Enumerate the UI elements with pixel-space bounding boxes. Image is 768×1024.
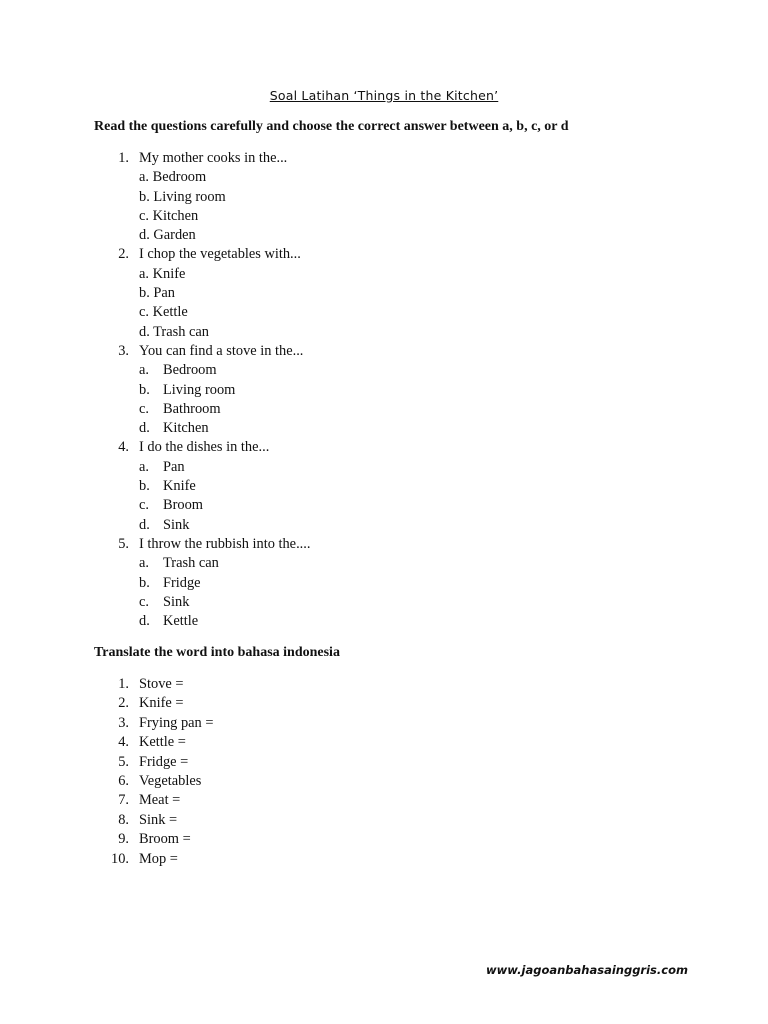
answer-option-letter: b.	[139, 478, 150, 495]
translate-item	[0, 772, 768, 791]
answer-option-label	[139, 207, 198, 226]
answer-option-letter: c.	[139, 304, 149, 321]
answer-option-letter: b.	[139, 188, 150, 205]
question-text: I chop the vegetables with...	[139, 246, 301, 263]
answer-option	[0, 554, 768, 573]
answer-option-text: Bedroom	[152, 169, 207, 186]
answer-option-label	[139, 284, 175, 303]
translate-item-number: 9.	[118, 831, 129, 848]
answer-option-letter: b.	[139, 381, 150, 398]
answer-option-text: Trash can	[153, 323, 209, 340]
translate-item-number: 3.	[118, 714, 129, 731]
answer-option-text: Fridge	[163, 574, 201, 591]
answer-option	[0, 593, 768, 612]
translate-item	[0, 753, 768, 772]
page-title: Soal Latihan ‘Things in the Kitchen’	[269, 88, 499, 103]
answer-option-letter: a.	[139, 362, 149, 379]
translate-item-number: 2.	[118, 695, 129, 712]
answer-option-label	[139, 188, 226, 207]
answer-option-letter: c.	[139, 497, 149, 514]
translate-item-text: Stove =	[139, 676, 184, 692]
answer-option-letter: d.	[139, 516, 150, 533]
answer-option-label	[139, 265, 185, 284]
question-row	[0, 535, 768, 554]
answer-option-letter: a.	[139, 265, 149, 282]
answer-option-label	[139, 303, 188, 322]
translate-item	[0, 791, 768, 810]
answer-option-letter: a.	[139, 458, 149, 475]
answer-option-text: Pan	[153, 285, 175, 302]
footer-website: www.jagoanbahasainggris.com	[486, 963, 688, 977]
answer-option	[0, 381, 768, 400]
answer-option-label	[139, 323, 209, 342]
translation-list	[0, 675, 768, 869]
answer-option	[0, 284, 768, 303]
section-heading-translate: Translate the word into bahasa indonesia	[94, 645, 340, 660]
question-row	[0, 342, 768, 361]
answer-option-letter: c.	[139, 207, 149, 224]
answer-option	[0, 168, 768, 187]
translate-item-text: Meat =	[139, 792, 181, 809]
question-row	[0, 245, 768, 264]
answer-option-text: Kitchen	[152, 207, 199, 224]
answer-option-letter: c.	[139, 593, 149, 610]
answer-option	[0, 516, 768, 535]
answer-option-text: Broom	[163, 497, 203, 514]
translate-item	[0, 850, 768, 869]
answer-option-text: Kitchen	[163, 420, 209, 437]
answer-option	[0, 265, 768, 284]
answer-option-text: Trash can	[163, 555, 219, 572]
answer-option-text: Living room	[153, 188, 226, 205]
translate-item-text: Fridge =	[139, 753, 189, 770]
question-number: 5.	[118, 535, 129, 552]
translate-item-text: Broom =	[139, 831, 191, 848]
answer-option-letter: d.	[139, 420, 150, 437]
multiple-choice-list	[0, 149, 768, 631]
answer-option-letter: b.	[139, 574, 150, 591]
answer-option	[0, 303, 768, 322]
answer-option	[0, 612, 768, 631]
translate-item-number: 10.	[111, 850, 129, 867]
answer-option-label	[139, 226, 196, 245]
translate-item-number: 8.	[118, 811, 129, 828]
answer-option-letter: d.	[139, 613, 150, 630]
question-text: I throw the rubbish into the....	[139, 535, 311, 552]
answer-option-text: Kettle	[152, 304, 188, 321]
translate-item	[0, 811, 768, 830]
answer-option-text: Kettle	[163, 613, 199, 630]
question-row	[0, 149, 768, 168]
answer-option	[0, 361, 768, 380]
answer-option-letter: a.	[139, 169, 149, 186]
answer-option-text: Knife	[152, 265, 186, 282]
answer-option	[0, 419, 768, 438]
translate-item-text: Mop =	[139, 850, 178, 867]
answer-option	[0, 574, 768, 593]
answer-option-text: Living room	[163, 381, 236, 398]
translate-item-text: Sink =	[139, 811, 178, 828]
translate-item	[0, 675, 768, 694]
translate-item-number: 5.	[118, 753, 129, 770]
answer-option	[0, 496, 768, 515]
answer-option-letter: d.	[139, 227, 150, 244]
answer-option	[0, 226, 768, 245]
question-number: 3.	[118, 342, 129, 359]
answer-option-text: Knife	[163, 478, 196, 495]
answer-option-letter: b.	[139, 285, 150, 302]
translate-item-number: 1.	[118, 676, 129, 692]
translate-item-text: Vegetables	[139, 772, 202, 789]
answer-option	[0, 323, 768, 342]
answer-option	[0, 477, 768, 496]
answer-option-text: Bathroom	[163, 400, 221, 417]
answer-option-text: Sink	[163, 516, 190, 533]
question-number: 4.	[118, 439, 129, 456]
translate-item-number: 6.	[118, 772, 129, 789]
answer-option-letter: c.	[139, 400, 149, 417]
question-number: 2.	[118, 246, 129, 263]
answer-option-letter: d.	[139, 323, 150, 340]
answer-option	[0, 188, 768, 207]
answer-option-text: Bedroom	[163, 362, 217, 379]
question-text: My mother cooks in the...	[139, 150, 288, 166]
answer-option-label	[139, 168, 206, 187]
section-heading-multiple-choice: Read the questions carefully and choose the correct answer between a, b, c, or d	[94, 119, 569, 134]
answer-option	[0, 458, 768, 477]
answer-option-text: Sink	[163, 593, 190, 610]
question-text: You can find a stove in the...	[139, 342, 304, 359]
translate-item	[0, 733, 768, 752]
answer-option-letter: a.	[139, 555, 149, 572]
translate-item-number: 7.	[118, 792, 129, 809]
translate-item	[0, 830, 768, 849]
question-row	[0, 438, 768, 457]
answer-option-text: Pan	[163, 458, 185, 475]
translate-item-text: Frying pan =	[139, 714, 214, 731]
answer-option	[0, 400, 768, 419]
answer-option	[0, 207, 768, 226]
answer-option-text: Garden	[153, 227, 196, 244]
translate-item	[0, 714, 768, 733]
question-number: 1.	[118, 150, 129, 166]
translate-item-number: 4.	[118, 734, 129, 751]
translate-item-text: Kettle =	[139, 734, 186, 751]
question-text: I do the dishes in the...	[139, 439, 270, 456]
translate-item	[0, 694, 768, 713]
translate-item-text: Knife =	[139, 695, 184, 712]
